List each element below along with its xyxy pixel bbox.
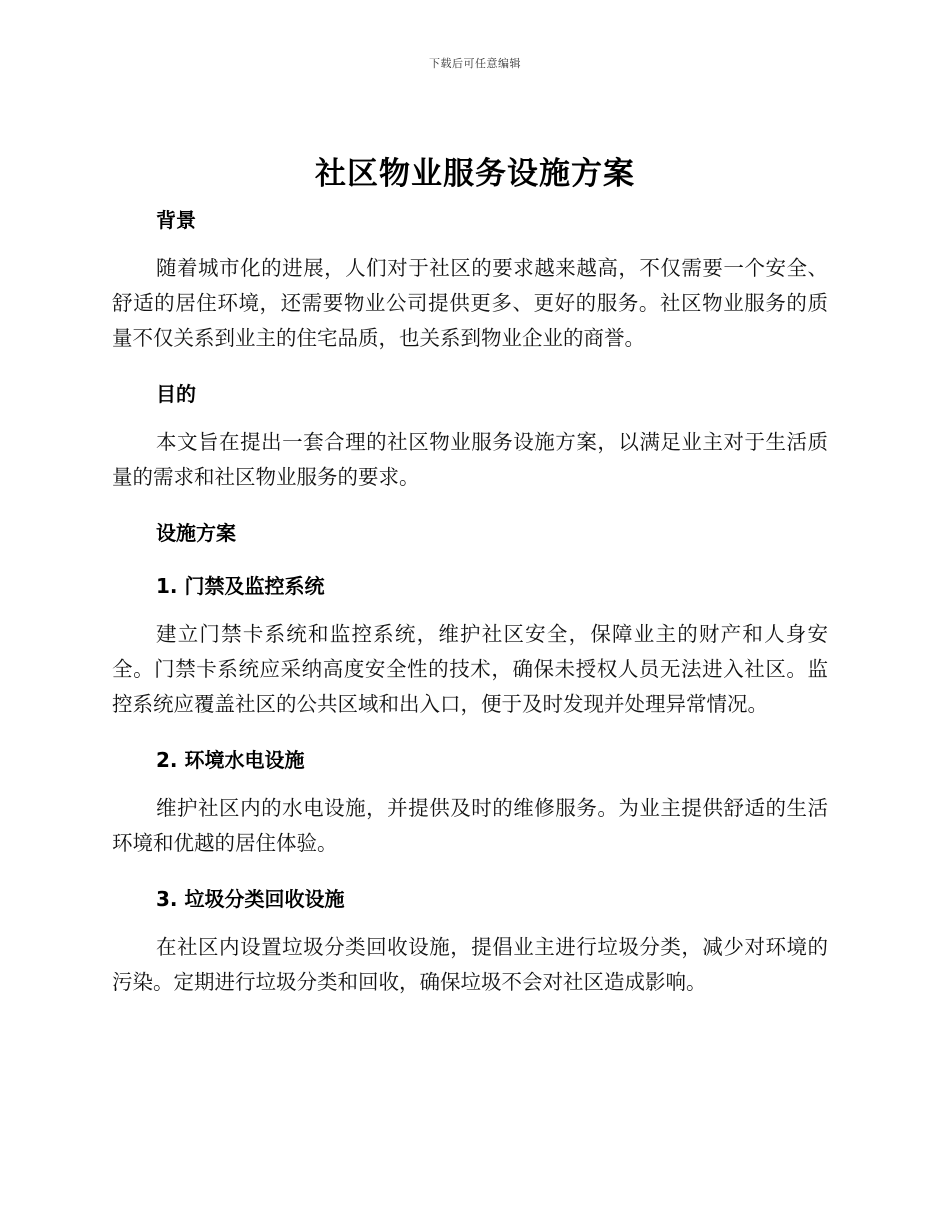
- subsection-paragraph-access-control: 建立门禁卡系统和监控系统，维护社区安全，保障业主的财产和人身安全。门禁卡系统应采纳高度安全性的技术，确保未授权人员无法进入社区。监控系统应覆盖社区的公共区域和出入口，便于及时发现并处理异常情况。: [112, 622, 828, 716]
- section-paragraph-purpose: 本文旨在提出一套合理的社区物业服务设施方案，以满足业主对于生活质量的需求和社区物业服务的要求。: [112, 430, 828, 489]
- subsection-heading-utilities: 2. 环境水电设施: [156, 748, 305, 772]
- subsection-heading-access-control: 1. 门禁及监控系统: [156, 574, 325, 598]
- section-heading-purpose: 目的: [156, 382, 196, 406]
- subsection-heading-waste-sorting: 3. 垃圾分类回收设施: [156, 887, 345, 911]
- section-paragraph-background: 随着城市化的进展，人们对于社区的要求越来越高，不仅需要一个安全、舒适的居住环境，还需要物业公司提供更多、更好的服务。社区物业服务的质量不仅关系到业主的住宅品质，也关系到物业企业的商誉。: [112, 256, 828, 350]
- subsection-paragraph-utilities: 维护社区内的水电设施，并提供及时的维修服务。为业主提供舒适的生活环境和优越的居住体验。: [112, 796, 828, 855]
- section-heading-background: 背景: [156, 208, 196, 232]
- section-heading-plan: 设施方案: [156, 521, 236, 545]
- subsection-paragraph-waste-sorting: 在社区内设置垃圾分类回收设施，提倡业主进行垃圾分类，减少对环境的污染。定期进行垃圾分类和回收，确保垃圾不会对社区造成影响。: [112, 935, 828, 994]
- document-body: [112, 198, 828, 1000]
- document-title: 社区物业服务设施方案: [315, 156, 635, 192]
- header-note: 下载后可任意编辑: [429, 57, 521, 70]
